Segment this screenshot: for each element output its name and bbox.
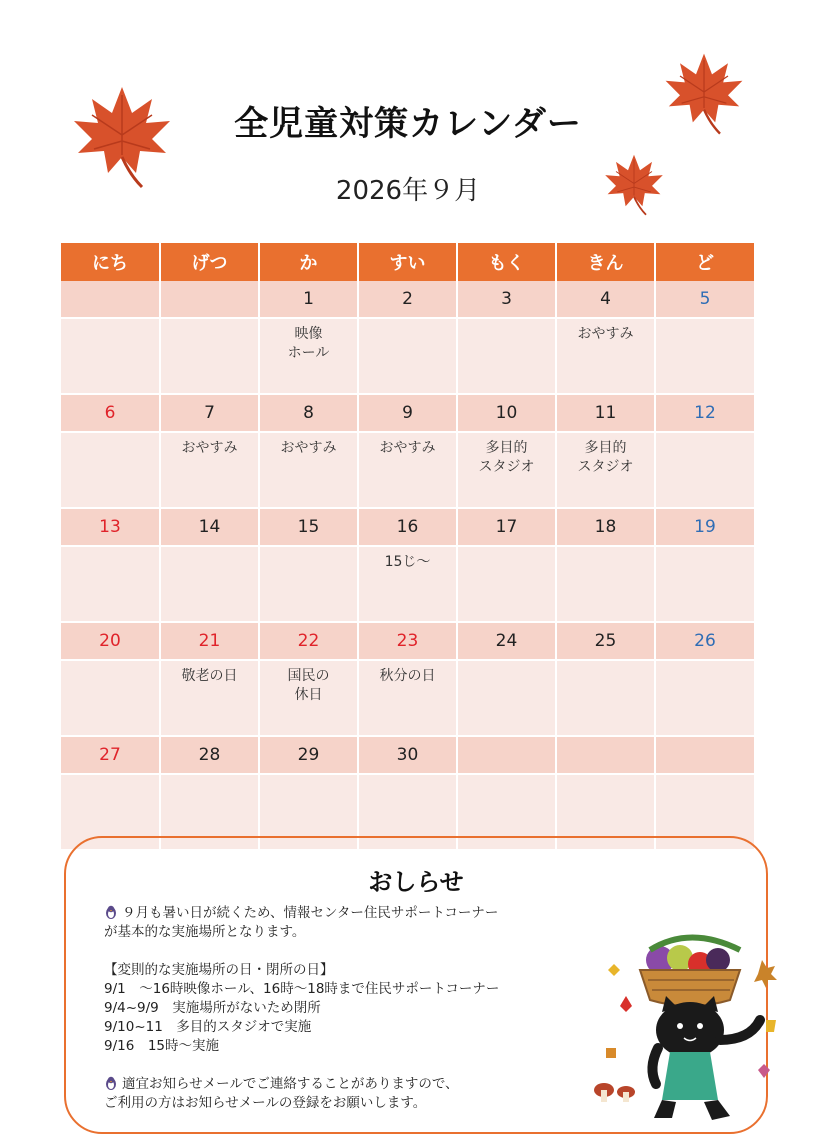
- date-cell: [61, 281, 160, 318]
- date-cell: 7: [160, 394, 259, 432]
- date-cell: [160, 281, 259, 318]
- date-cell: 6: [61, 394, 160, 432]
- calendar-table: [61, 243, 754, 851]
- note-cell: おやすみ: [160, 432, 259, 508]
- date-row: [61, 394, 754, 432]
- notice-item: 9/4~9/9 実施場所がないため閉所: [104, 1000, 321, 1016]
- note-cell: [457, 318, 556, 394]
- date-cell: [655, 736, 754, 774]
- date-cell: 13: [61, 508, 160, 546]
- date-cell: 4: [556, 281, 655, 318]
- notice-item: 9/16 15時～実施: [104, 1038, 219, 1054]
- note-cell: [655, 432, 754, 508]
- notice-title: おしらせ: [368, 868, 464, 896]
- date-cell: 19: [655, 508, 754, 546]
- notice-heading: 【変則的な実施場所の日・閉所の日】: [104, 962, 334, 978]
- date-cell: 12: [655, 394, 754, 432]
- note-cell: [655, 546, 754, 622]
- date-cell: 25: [556, 622, 655, 660]
- note-cell: 15じ〜: [358, 546, 457, 622]
- cat-with-fruit-basket-illustration: [590, 930, 790, 1130]
- note-cell: おやすみ: [358, 432, 457, 508]
- date-cell: 17: [457, 508, 556, 546]
- date-cell: 11: [556, 394, 655, 432]
- notice-item: 9/1 ～16時映像ホール、16時～18時まで住民サポートコーナー: [104, 981, 500, 997]
- note-cell: 多目的 スタジオ: [457, 432, 556, 508]
- weekday-header: もく: [457, 243, 556, 281]
- weekday-header: すい: [358, 243, 457, 281]
- notice-body: [104, 904, 584, 1113]
- date-cell: 26: [655, 622, 754, 660]
- notice-text: が基本的な実施場所となります。: [104, 924, 306, 940]
- date-cell: 28: [160, 736, 259, 774]
- note-cell: おやすみ: [556, 318, 655, 394]
- weekday-header: きん: [556, 243, 655, 281]
- note-cell: 敬老の日: [160, 660, 259, 736]
- date-cell: 24: [457, 622, 556, 660]
- date-cell: [457, 736, 556, 774]
- note-row: [61, 660, 754, 736]
- date-cell: 16: [358, 508, 457, 546]
- note-cell: 国民の 休日: [259, 660, 358, 736]
- note-row: [61, 318, 754, 394]
- note-cell: [61, 660, 160, 736]
- notice-text: ９月も暑い日が続くため、情報センター住民サポートコーナー: [122, 905, 499, 921]
- note-cell: [556, 660, 655, 736]
- date-cell: 8: [259, 394, 358, 432]
- date-cell: 27: [61, 736, 160, 774]
- note-cell: 秋分の日: [358, 660, 457, 736]
- weekday-header: げつ: [160, 243, 259, 281]
- date-cell: 15: [259, 508, 358, 546]
- date-cell: 30: [358, 736, 457, 774]
- date-cell: 29: [259, 736, 358, 774]
- note-cell: [358, 318, 457, 394]
- date-row: [61, 736, 754, 774]
- weekday-header: にち: [61, 243, 160, 281]
- note-cell: 映像 ホール: [259, 318, 358, 394]
- note-cell: [160, 546, 259, 622]
- date-cell: [556, 736, 655, 774]
- note-cell: [259, 546, 358, 622]
- weekday-header: ど: [655, 243, 754, 281]
- date-row: [61, 281, 754, 318]
- note-cell: [160, 318, 259, 394]
- date-cell: 5: [655, 281, 754, 318]
- date-cell: 20: [61, 622, 160, 660]
- date-cell: 1: [259, 281, 358, 318]
- note-cell: [61, 546, 160, 622]
- date-cell: 2: [358, 281, 457, 318]
- date-cell: 14: [160, 508, 259, 546]
- date-cell: 9: [358, 394, 457, 432]
- note-cell: おやすみ: [259, 432, 358, 508]
- page-title: 全児童対策カレンダー: [234, 104, 582, 144]
- date-cell: 10: [457, 394, 556, 432]
- notice-item: 9/10~11 多目的スタジオで実施: [104, 1019, 312, 1035]
- date-cell: 22: [259, 622, 358, 660]
- note-cell: [457, 660, 556, 736]
- note-cell: [61, 432, 160, 508]
- date-cell: 3: [457, 281, 556, 318]
- note-cell: [457, 546, 556, 622]
- notice-text: ご利用の方はお知らせメールの登録をお願いします。: [104, 1095, 427, 1111]
- date-cell: 23: [358, 622, 457, 660]
- date-cell: 18: [556, 508, 655, 546]
- note-cell: [556, 546, 655, 622]
- penguin-icon: [104, 905, 118, 919]
- date-cell: 21: [160, 622, 259, 660]
- note-row: [61, 546, 754, 622]
- month-label: 2026年９月: [335, 176, 481, 206]
- date-row: [61, 508, 754, 546]
- note-cell: [655, 660, 754, 736]
- date-row: [61, 622, 754, 660]
- note-row: [61, 432, 754, 508]
- note-cell: [61, 318, 160, 394]
- weekday-header: か: [259, 243, 358, 281]
- penguin-icon: [104, 1076, 118, 1090]
- note-cell: [655, 318, 754, 394]
- notice-text: 適宜お知らせメールでご連絡することがありますので、: [122, 1076, 459, 1092]
- note-cell: 多目的 スタジオ: [556, 432, 655, 508]
- weekday-header-row: [61, 243, 754, 281]
